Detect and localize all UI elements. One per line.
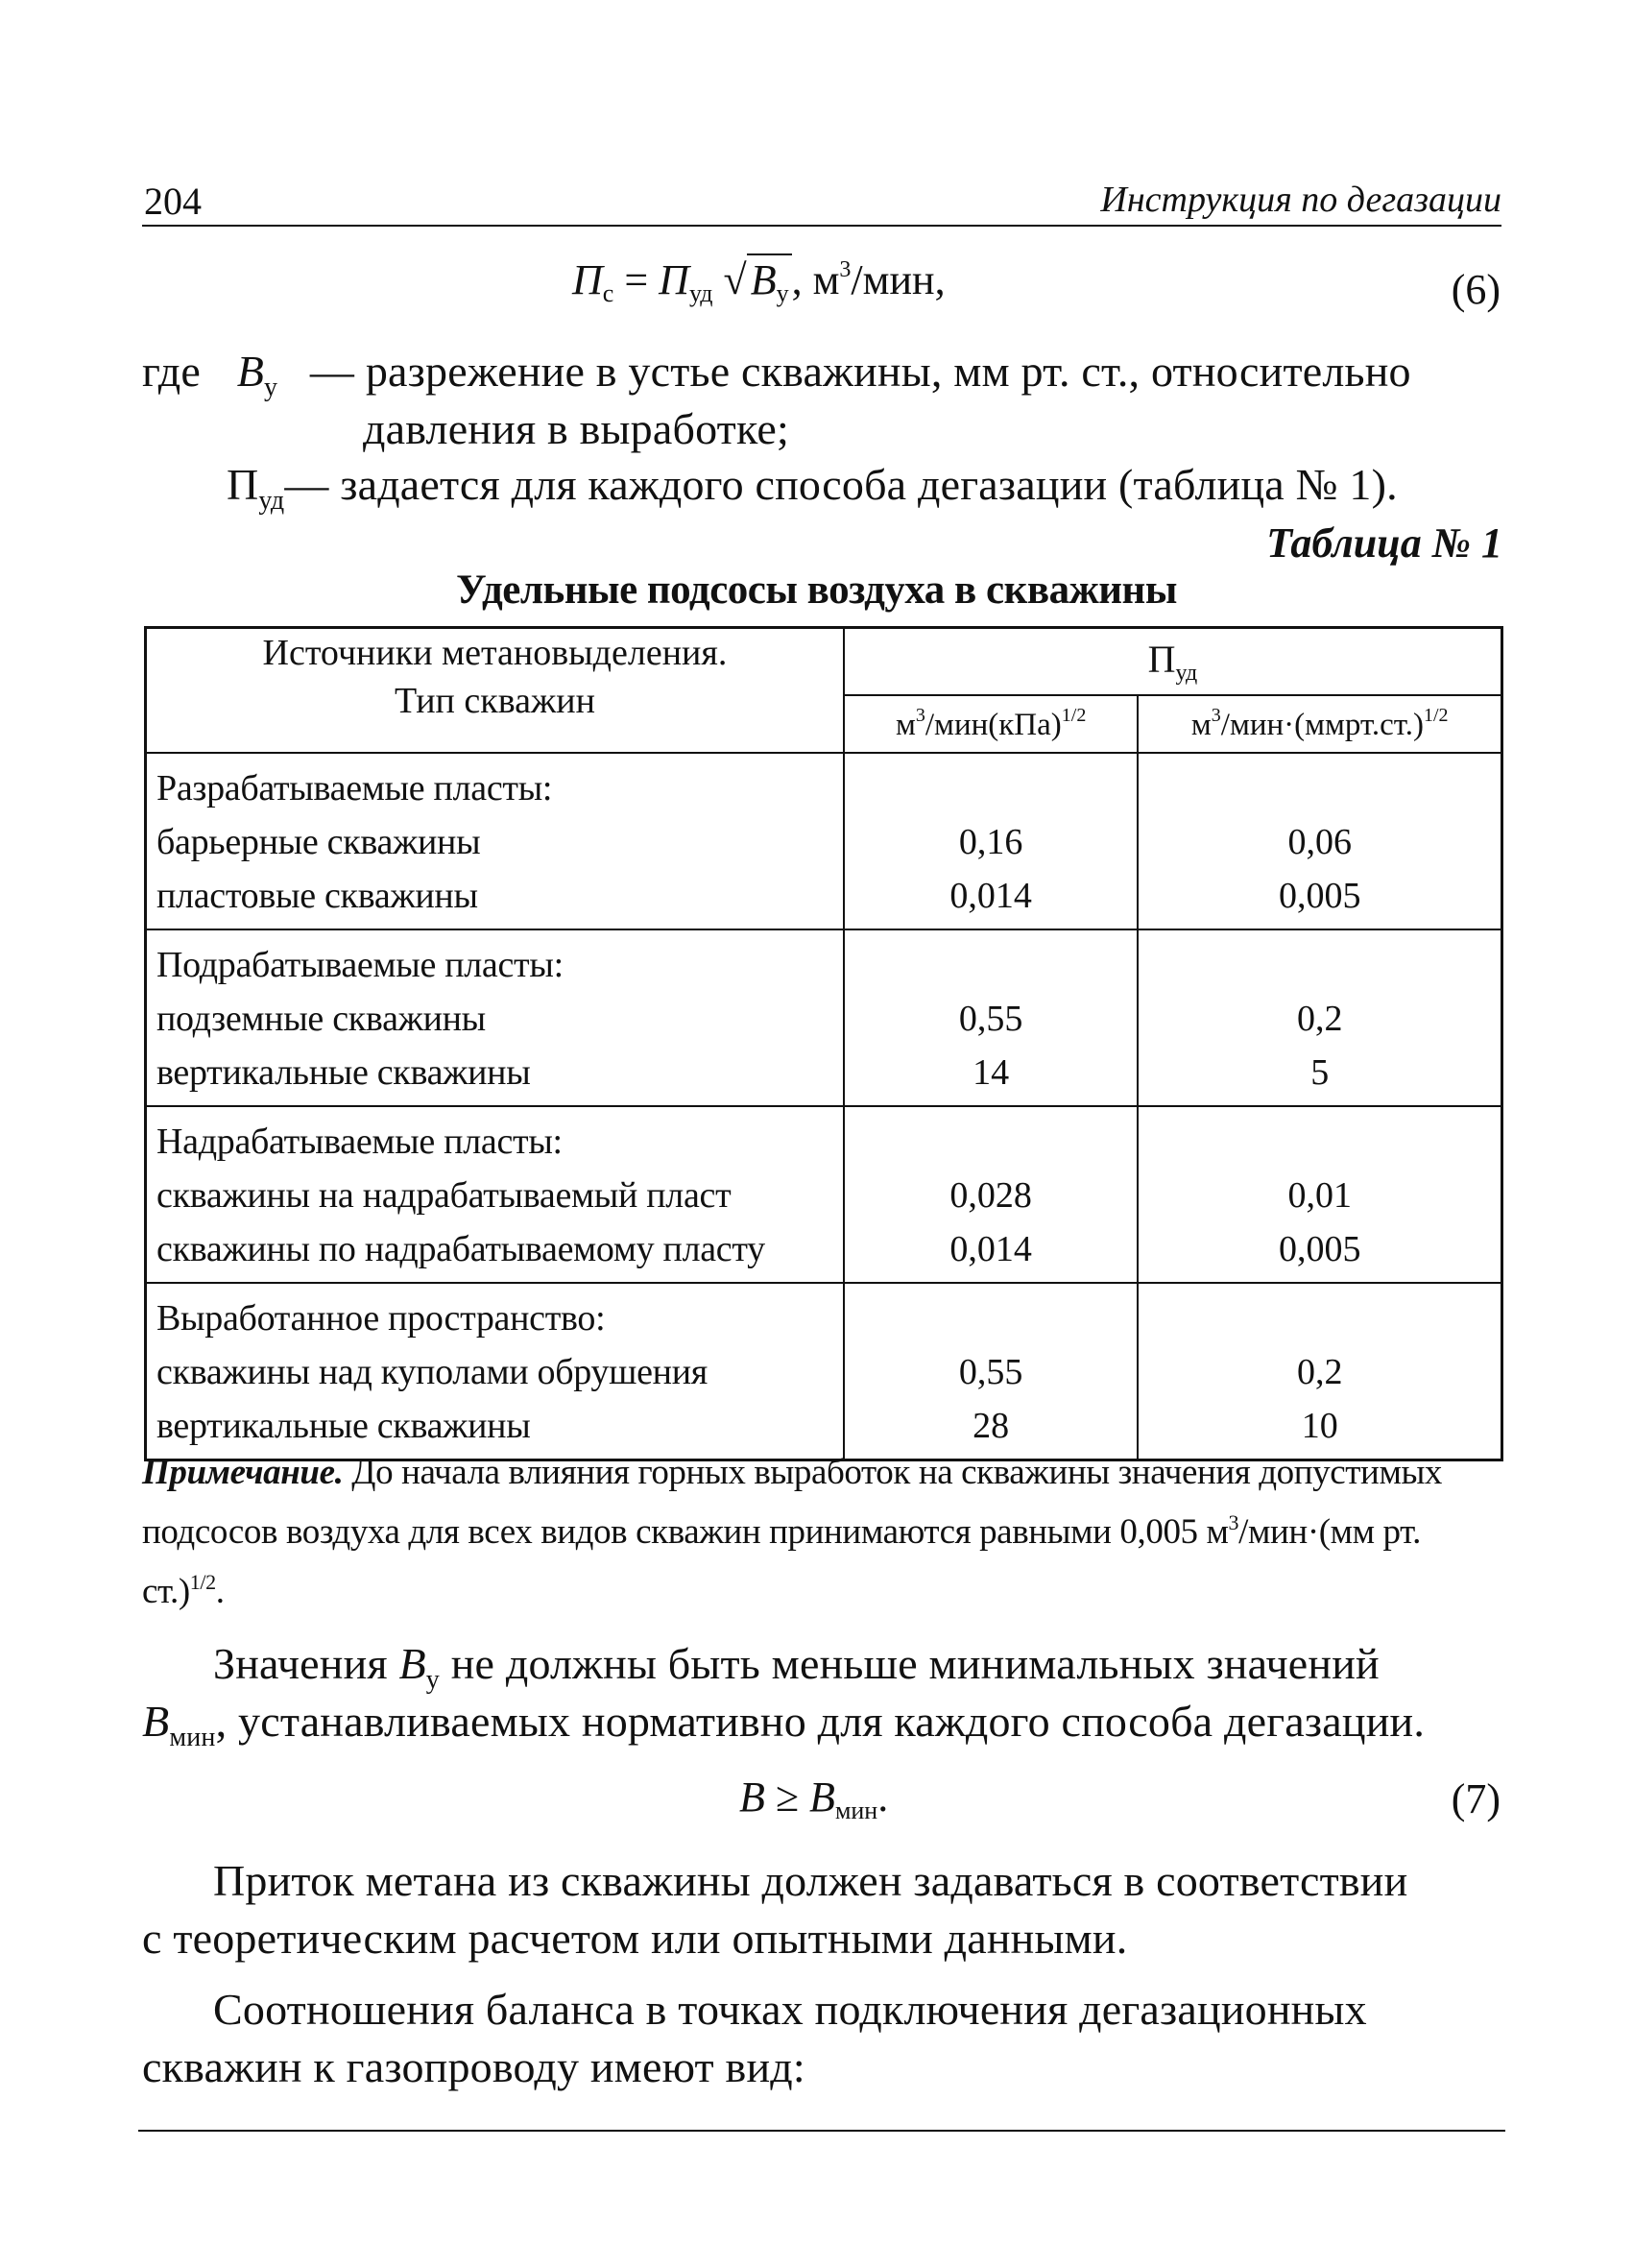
formula7-end: . xyxy=(877,1773,889,1821)
page-number: 204 xyxy=(144,180,202,223)
value: 0,2 xyxy=(1296,999,1343,1039)
table-title: Удельные подсосы воздуха в скважины xyxy=(456,567,1177,613)
header-source-line-1: Источники метановыделения. xyxy=(262,633,728,673)
note-label: Примечание. xyxy=(142,1453,344,1492)
formula-7 xyxy=(739,1773,888,1825)
formula7-op: ≥ xyxy=(764,1773,810,1821)
note-end: . xyxy=(215,1572,225,1611)
para3-line-1: Соотношения баланса в точках подключения дегазационных xyxy=(213,1985,1367,2034)
data-table xyxy=(144,626,1503,1461)
value-cell-kpa xyxy=(844,753,1139,929)
header-unit1-b: /мин(кПа) xyxy=(925,708,1062,742)
row-label: вертикальные скважины xyxy=(156,1406,531,1446)
header-unit2-pow: 1/2 xyxy=(1423,705,1449,726)
value-cell-mmhg xyxy=(1138,1283,1501,1460)
value-cell-kpa xyxy=(844,1106,1139,1283)
group-title: Надрабатываемые пласты: xyxy=(156,1122,563,1162)
table-group-row xyxy=(146,1106,1502,1283)
formula6-unit-exp: 3 xyxy=(839,257,852,282)
note-text: До начала влияния горных выработок на скважины значения допустимых подсосов воздуха для всех видов скважин принимаются равными 0,005 м xyxy=(142,1453,1443,1552)
group-title: Разрабатываемые пласты: xyxy=(156,768,553,808)
group-cell xyxy=(146,1106,844,1283)
group-cell xyxy=(146,753,844,929)
value-cell-kpa xyxy=(844,1283,1139,1460)
value: 0,06 xyxy=(1287,822,1352,862)
header-unit2-exp: 3 xyxy=(1211,705,1221,726)
header-unit2-b: /мин·(ммрт.ст.) xyxy=(1220,708,1424,742)
header-unit1-exp: 3 xyxy=(915,705,925,726)
row-label: скважины на надрабатываемый пласт xyxy=(156,1175,732,1216)
para1-line-2 xyxy=(142,1696,1425,1753)
table-label: Таблица № 1 xyxy=(1266,519,1502,567)
where-var1-text: разрежение в устье скважины, мм рт. ст., относительно xyxy=(365,347,1411,396)
header-p-symbol: П xyxy=(1147,638,1176,681)
formula6-unit-suffix: /мин, xyxy=(851,256,946,303)
value: 0,16 xyxy=(958,822,1023,862)
header-source xyxy=(146,628,844,754)
table-group-row xyxy=(146,753,1502,929)
sqrt-sign: $√В_у$ xyxy=(724,253,792,308)
formula6-root: В xyxy=(750,256,777,303)
formula6-equals: = xyxy=(624,256,649,303)
header-unit1-pow: 1/2 xyxy=(1061,705,1087,726)
group-cell xyxy=(146,929,844,1106)
value: 0,55 xyxy=(958,999,1023,1039)
value: 0,005 xyxy=(1278,876,1361,916)
value: 0,55 xyxy=(958,1352,1023,1392)
para1-line2-symbol: В xyxy=(142,1697,170,1746)
where-var2-sub: уд xyxy=(258,486,285,516)
value: 0,014 xyxy=(949,1229,1032,1269)
header-unit1-a: м xyxy=(896,708,916,742)
note-unit-exp: 3 xyxy=(1228,1510,1239,1534)
footer-rule xyxy=(138,2130,1505,2132)
value: 0,014 xyxy=(949,876,1032,916)
running-title: Инструкция по дегазации xyxy=(1100,180,1501,220)
where-line-3 xyxy=(227,459,1398,517)
value: 0,2 xyxy=(1296,1352,1343,1392)
header-p xyxy=(844,628,1502,696)
where-var1-sub: у xyxy=(264,373,278,402)
group-title: Подрабатываемые пласты: xyxy=(156,945,564,985)
row-label: пластовые скважины xyxy=(156,876,478,916)
value-cell-mmhg xyxy=(1138,929,1501,1106)
value: 5 xyxy=(1310,1052,1330,1093)
where-line-1 xyxy=(142,346,1411,403)
where-var2-text: задается для каждого способа дегазации (таблица № 1). xyxy=(340,460,1398,509)
value: 0,005 xyxy=(1278,1229,1361,1269)
where-var2: П xyxy=(227,460,259,509)
para2-line-2: с теоретическим расчетом или опытными данными. xyxy=(142,1914,1128,1963)
formula6-coef: П xyxy=(659,256,689,303)
value: 0,028 xyxy=(949,1175,1032,1216)
group-title: Выработанное пространство: xyxy=(156,1298,606,1339)
value: 0,01 xyxy=(1287,1175,1352,1216)
value: 14 xyxy=(973,1052,1010,1093)
where-var2-dash: — xyxy=(284,460,329,509)
formula-6 xyxy=(572,253,946,308)
para1-symbol: В xyxy=(398,1639,426,1688)
where-line-2: давления в выработке; xyxy=(363,404,789,453)
row-label: скважины над куполами обрушения xyxy=(156,1352,708,1392)
header-p-sub: уд xyxy=(1175,661,1198,686)
table-group-row xyxy=(146,929,1502,1106)
value-cell-mmhg xyxy=(1138,753,1501,929)
para1-line2-text: , устанавливаемых нормативно для каждого способа дегазации. xyxy=(215,1697,1426,1746)
group-cell xyxy=(146,1283,844,1460)
para1-symbol-sub: у xyxy=(425,1665,440,1695)
formula6-root-sub: у xyxy=(776,279,789,307)
header-unit-kpa xyxy=(844,695,1139,753)
value-cell-kpa xyxy=(844,929,1139,1106)
running-header xyxy=(142,182,1501,227)
formula6-lhs: П xyxy=(572,256,603,303)
formula7-lhs: В xyxy=(739,1773,765,1821)
header-unit2-a: м xyxy=(1190,708,1212,742)
formula6-coef-sub: уд xyxy=(688,279,713,307)
formula6-lhs-sub: с xyxy=(602,279,614,307)
row-label: подземные скважины xyxy=(156,999,486,1039)
para1-text-b: не должны быть меньше минимальных значений xyxy=(440,1639,1380,1688)
value: 28 xyxy=(973,1406,1010,1446)
where-lead: где xyxy=(142,347,201,396)
para2-line-1: Приток метана из скважины должен задаваться в соответствии xyxy=(213,1856,1408,1905)
table-group-row xyxy=(146,1283,1502,1460)
equation-number-6: (6) xyxy=(1451,266,1501,313)
where-var1: В xyxy=(236,347,265,396)
row-label: скважины по надрабатываемому пласту xyxy=(156,1229,765,1269)
table-note xyxy=(142,1448,1503,1617)
header-source-line-2: Тип скважин xyxy=(394,681,595,721)
para1-text-a: Значения xyxy=(213,1639,399,1688)
row-label: вертикальные скважины xyxy=(156,1052,531,1093)
para1-line2-sub: мин xyxy=(169,1723,216,1752)
where-var1-dash: — xyxy=(309,347,355,396)
para1-line-1 xyxy=(213,1638,1380,1696)
note-unit-mid: /мин·(мм рт. ст.) xyxy=(142,1512,1421,1611)
formula6-unit: , м xyxy=(791,256,840,303)
formula7-rhs-sub: мин xyxy=(834,1797,878,1824)
para3-line-2: скважин к газопроводу имеют вид: xyxy=(142,2042,805,2091)
note-unit-pow: 1/2 xyxy=(189,1570,216,1594)
formula7-rhs: В xyxy=(809,1773,835,1821)
header-unit-mmhg xyxy=(1138,695,1501,753)
value-cell-mmhg xyxy=(1138,1106,1501,1283)
row-label: барьерные скважины xyxy=(156,822,481,862)
equation-number-7: (7) xyxy=(1451,1775,1501,1822)
value: 10 xyxy=(1301,1406,1338,1446)
